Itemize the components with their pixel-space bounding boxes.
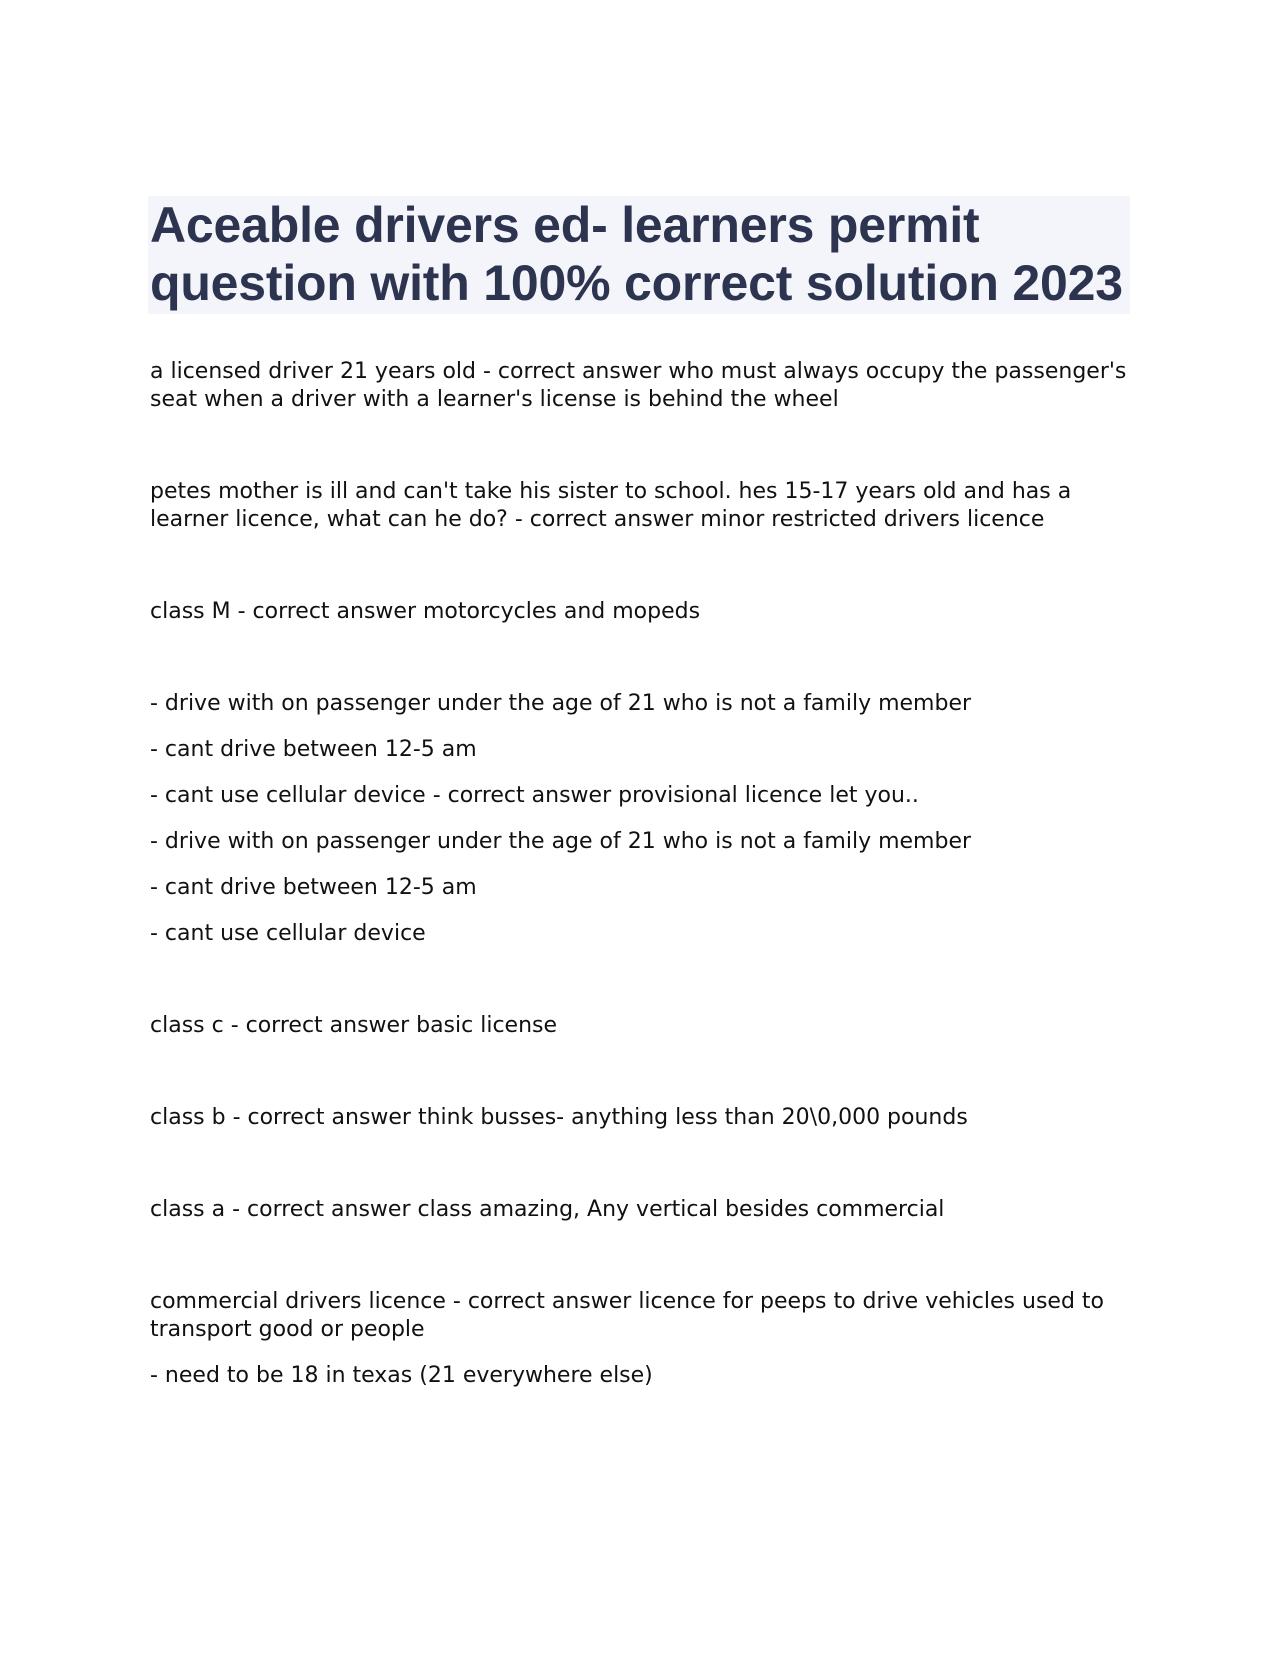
qa-item: class M - correct answer motorcycles and mopeds <box>150 599 701 624</box>
qa-item: class a - correct answer class amazing, Any vertical besides commercial <box>150 1197 945 1222</box>
qa-item: commercial drivers licence - correct answer licence for peeps to drive vehicles used to transport good or people <box>150 1289 1104 1342</box>
qa-item: - drive with on passenger under the age of 21 who is not a family member <box>150 691 972 716</box>
qa-item: - cant use cellular device - correct answer provisional licence let you.. <box>150 783 919 808</box>
title-block <box>148 196 1130 314</box>
qa-item: petes mother is ill and can't take his sister to school. hes 15-17 years old and has a learner licence, what can he do? - correct answer minor restricted drivers licence <box>150 479 1072 532</box>
qa-item: - cant drive between 12-5 am <box>150 875 477 900</box>
qa-item: - need to be 18 in texas (21 everywhere else) <box>150 1363 653 1388</box>
document-title: Aceable drivers ed- learners permit question with 100% correct solution 2023 <box>150 197 1123 311</box>
qa-item: - drive with on passenger under the age of 21 who is not a family member <box>150 829 972 854</box>
qa-item: - cant use cellular device <box>150 921 426 946</box>
qa-item: class c - correct answer basic license <box>150 1013 558 1038</box>
qa-item: class b - correct answer think busses- anything less than 20\0,000 pounds <box>150 1105 968 1130</box>
document-page <box>150 196 1130 1390</box>
qa-item: - cant drive between 12-5 am <box>150 737 477 762</box>
qa-item: a licensed driver 21 years old - correct answer who must always occupy the passenger's seat when a driver with a learner's license is behind the wheel <box>150 359 1127 412</box>
